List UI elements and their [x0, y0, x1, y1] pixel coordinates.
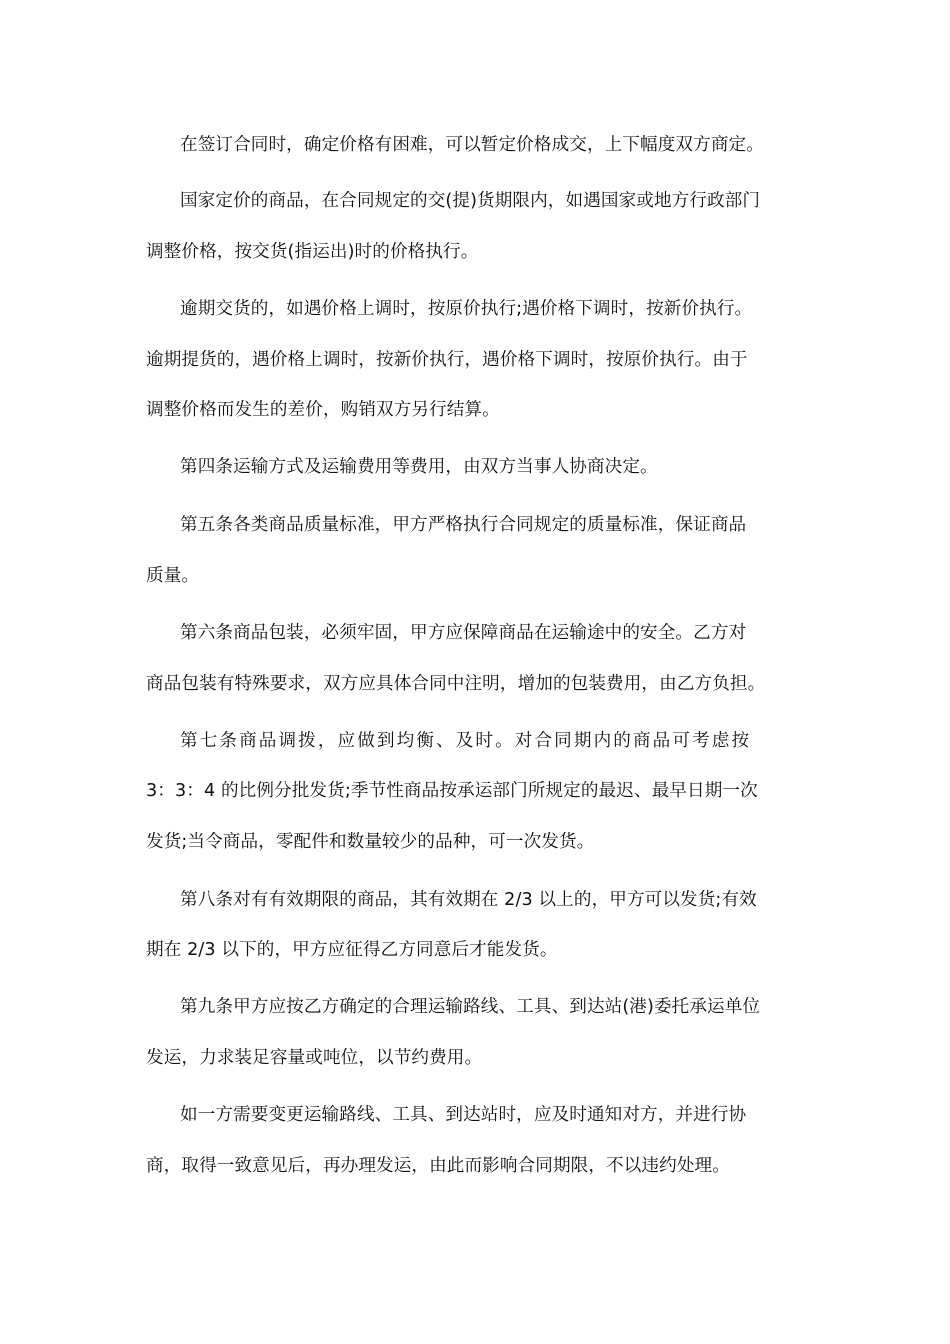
paragraph-8-line-2: 期在 2/3 以下的，甲方应征得乙方同意后才能发货。 — [146, 940, 558, 960]
paragraph-10-line-1: 如一方需要变更运输路线、工具、到达站时，应及时通知对方，并进行协 — [180, 1105, 747, 1125]
paragraph-7-line-1: 第七条商品调拨，应做到均衡、及时。对合同期内的商品可考虑按 — [180, 731, 752, 751]
paragraph-7-line-2: 3：3：4 的比例分批发货;季节性商品按承运部门所规定的最迟、最早日期一次 — [146, 781, 758, 801]
paragraph-9-line-1: 第九条甲方应按乙方确定的合理运输路线、工具、到达站(港)委托承运单位 — [180, 997, 761, 1017]
paragraph-5-line-2: 质量。 — [146, 566, 200, 586]
paragraph-8-line-1: 第八条对有有效期限的商品，其有效期在 2/3 以上的，甲方可以发货;有效 — [180, 890, 757, 910]
paragraph-6-line-1: 第六条商品包装，必须牢固，甲方应保障商品在运输途中的安全。乙方对 — [180, 623, 747, 643]
paragraph-3-line-2: 逾期提货的，遇价格上调时，按新价执行，遇价格下调时，按原价执行。由于 — [146, 350, 748, 370]
paragraph-2-line-1: 国家定价的商品，在合同规定的交(提)货期限内，如遇国家或地方行政部门 — [180, 191, 761, 211]
paragraph-5-line-1: 第五条各类商品质量标准，甲方严格执行合同规定的质量标准，保证商品 — [180, 515, 747, 535]
paragraph-3-line-3: 调整价格而发生的差价，购销双方另行结算。 — [146, 400, 500, 420]
paragraph-6-line-2: 商品包装有特殊要求，双方应具体合同中注明，增加的包装费用，由乙方负担。 — [146, 674, 766, 694]
paragraph-1-line-1: 在签订合同时，确定价格有困难，可以暂定价格成交，上下幅度双方商定。 — [180, 135, 764, 155]
paragraph-10-line-2: 商，取得一致意见后，再办理发运，由此而影响合同期限，不以违约处理。 — [146, 1156, 730, 1176]
paragraph-9-line-2: 发运，力求装足容量或吨位，以节约费用。 — [146, 1048, 483, 1068]
paragraph-4-line-1: 第四条运输方式及运输费用等费用，由双方当事人协商决定。 — [180, 457, 658, 477]
paragraph-2-line-2: 调整价格，按交货(指运出)时的价格执行。 — [146, 242, 479, 262]
paragraph-7-line-3: 发货;当令商品，零配件和数量较少的品种，可一次发货。 — [146, 832, 595, 852]
paragraph-3-line-1: 逾期交货的，如遇价格上调时，按原价执行;遇价格下调时，按新价执行。 — [180, 299, 753, 319]
